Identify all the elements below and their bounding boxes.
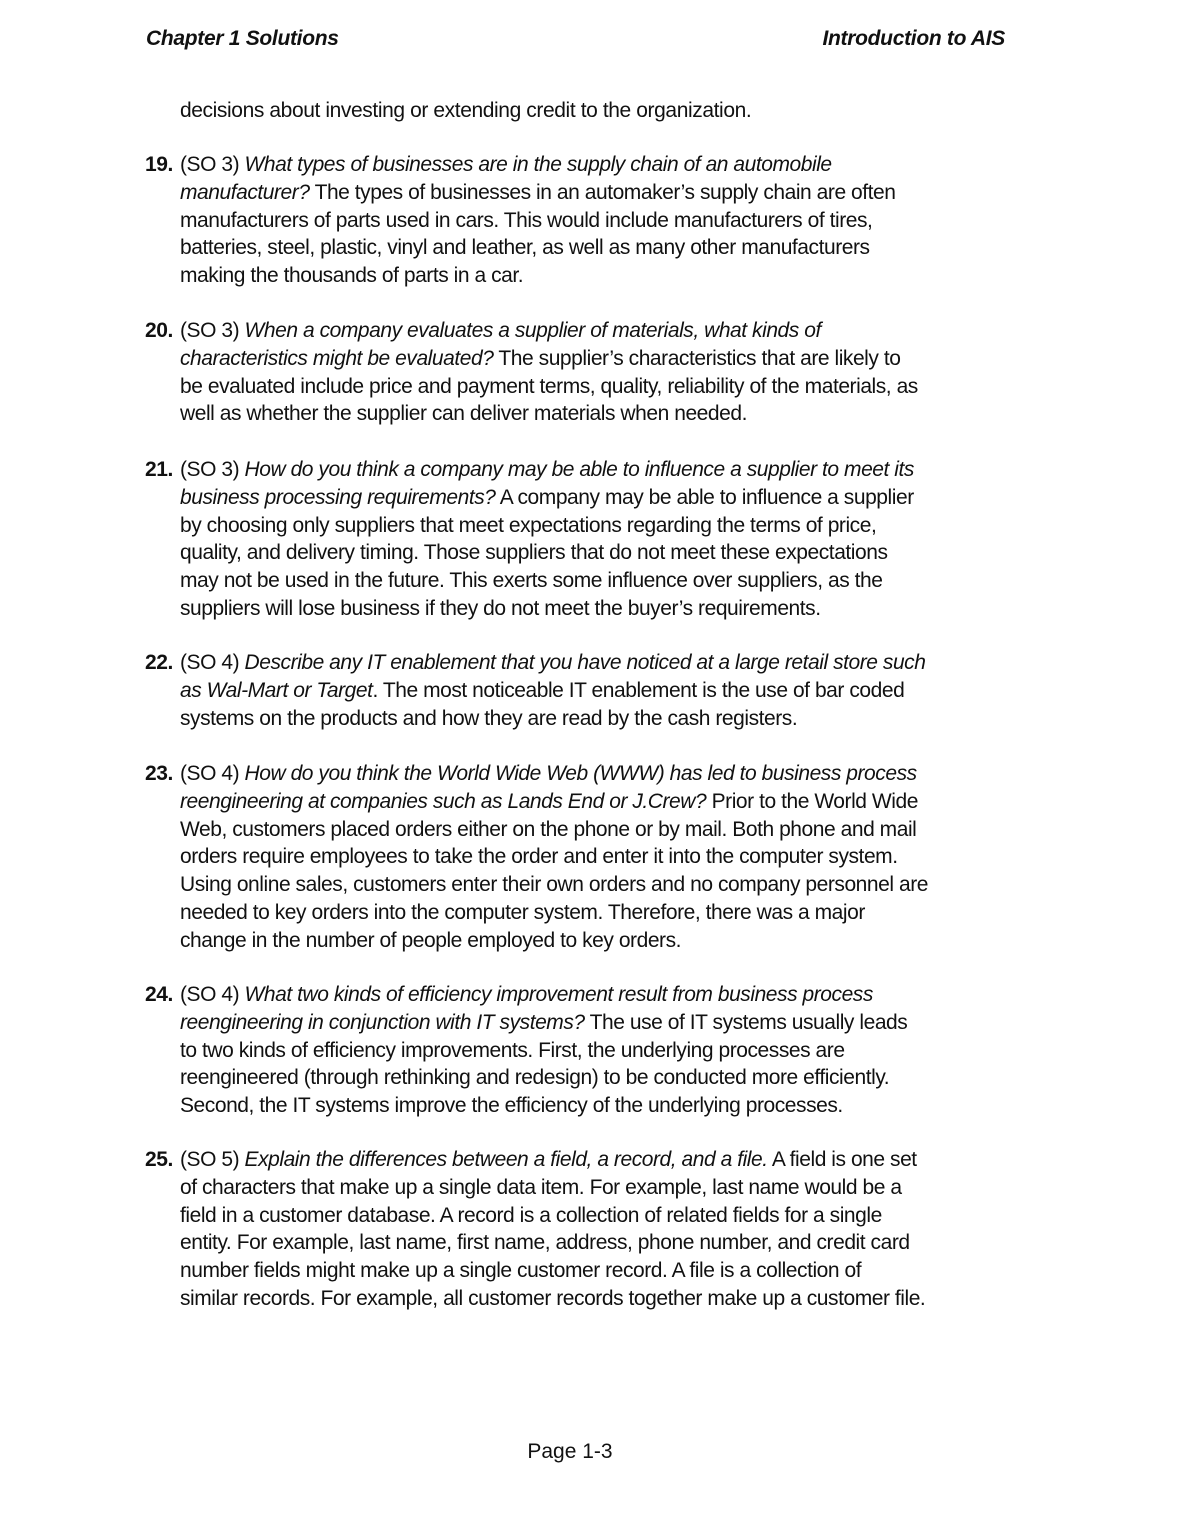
text-line	[180, 705, 1075, 733]
answer-text: Using online sales, customers enter their own orders and no company personnel are	[180, 873, 928, 897]
study-objective-tag: (SO 3)	[180, 153, 245, 176]
answer-text: number fields might make up a single customer record. A file is a collection of	[180, 1259, 862, 1283]
text-line	[180, 1285, 1075, 1313]
question-text: How do you think the World Wide Web (WWW) has led to business process	[244, 762, 917, 785]
answer-text: Second, the IT systems improve the efficiency of the underlying processes.	[180, 1094, 843, 1118]
text-line	[180, 1202, 1075, 1230]
question-item	[145, 981, 1075, 1120]
text-line	[180, 843, 1075, 871]
text-line	[180, 345, 1075, 373]
answer-text: The supplier’s characteristics that are likely to	[493, 346, 901, 370]
text-line	[180, 981, 1075, 1009]
text-line	[180, 1064, 1075, 1092]
question-text: What types of businesses are in the supply chain of an automobile	[244, 153, 832, 176]
question-text: When a company evaluates a supplier of materials, what kinds of	[244, 319, 821, 342]
text-line	[180, 373, 1075, 401]
answer-text: needed to key orders into the computer system. Therefore, there was a major	[180, 900, 865, 924]
answer-text: Prior to the World Wide	[706, 789, 918, 813]
text-line	[180, 512, 1075, 540]
text-line	[180, 317, 1075, 345]
question-number: 25.	[145, 1148, 173, 1171]
text-line	[180, 456, 1075, 484]
question-text: business processing requirements?	[180, 485, 496, 509]
answer-text: . The most noticeable IT enablement is the use of bar coded	[372, 678, 905, 702]
continuation-paragraph: decisions about investing or extending credit to the organization.	[180, 99, 752, 122]
question-item	[145, 760, 1075, 955]
question-item	[145, 456, 1075, 623]
page-number: Page 1-3	[527, 1440, 613, 1463]
text-line	[180, 595, 1075, 623]
running-header-title: Introduction to AIS	[822, 27, 1005, 50]
text-line	[180, 234, 1075, 262]
question-number: 24.	[145, 983, 173, 1006]
answer-text: reengineered (through rethinking and redesign) to be conducted more efficiently.	[180, 1066, 890, 1090]
answer-text: be evaluated include price and payment terms, quality, reliability of the materials, as	[180, 374, 918, 398]
answer-text: A company may be able to influence a supplier	[495, 485, 914, 509]
question-number: 22.	[145, 651, 173, 674]
question-text: What two kinds of efficiency improvement result from business process	[244, 983, 873, 1006]
question-number: 21.	[145, 458, 173, 481]
text-line	[180, 899, 1075, 927]
text-line	[180, 207, 1075, 235]
question-text: reengineering in conjunction with IT systems?	[180, 1010, 585, 1034]
answer-text: The types of businesses in an automaker’s supply chain are often	[309, 180, 896, 204]
question-item	[145, 151, 1075, 290]
running-header-chapter: Chapter 1 Solutions	[146, 27, 339, 50]
question-item	[145, 649, 1075, 732]
text-line	[180, 649, 1075, 677]
text-line	[180, 1257, 1075, 1285]
question-number: 20.	[145, 319, 173, 342]
text-line	[180, 816, 1075, 844]
text-line	[180, 567, 1075, 595]
answer-text: may not be used in the future. This exerts some influence over suppliers, as the	[180, 569, 883, 593]
text-line	[180, 484, 1075, 512]
question-text: How do you think a company may be able to influence a supplier to meet its	[244, 458, 914, 481]
answer-text: quality, and delivery timing. Those suppliers that do not meet these expectations	[180, 541, 888, 565]
answer-text: manufacturers of parts used in cars. This would include manufacturers of tires,	[180, 208, 873, 232]
text-line	[180, 1229, 1075, 1257]
answer-text: field in a customer database. A record is a collection of related fields for a single	[180, 1203, 882, 1227]
study-objective-tag: (SO 4)	[180, 762, 245, 785]
study-objective-tag: (SO 4)	[180, 651, 245, 674]
answer-text: similar records. For example, all customer records together make up a customer file.	[180, 1286, 926, 1310]
question-item	[145, 1146, 1075, 1313]
text-line	[180, 760, 1075, 788]
answer-text: A field is one set	[767, 1148, 917, 1171]
question-text: Explain the differences between a field, a record, and a file.	[244, 1148, 768, 1171]
study-objective-tag: (SO 4)	[180, 983, 245, 1006]
question-text: as Wal-Mart or Target	[180, 678, 373, 702]
question-item	[145, 317, 1075, 428]
text-line	[180, 1009, 1075, 1037]
answer-text: entity. For example, last name, first name, address, phone number, and credit card	[180, 1231, 910, 1255]
answer-text: by choosing only suppliers that meet expectations regarding the terms of price,	[180, 513, 877, 537]
answer-text: The use of IT systems usually leads	[584, 1010, 908, 1034]
answer-text: change in the number of people employed to key orders.	[180, 928, 682, 952]
text-line	[180, 788, 1075, 816]
text-line	[180, 1037, 1075, 1065]
text-line	[180, 677, 1075, 705]
text-line	[180, 151, 1075, 179]
text-line	[180, 927, 1075, 955]
text-line	[180, 1174, 1075, 1202]
text-line	[180, 871, 1075, 899]
question-text: reengineering at companies such as Lands End or J.Crew?	[180, 789, 707, 813]
answer-text: of characters that make up a single data item. For example, last name would be a	[180, 1175, 902, 1199]
text-line	[180, 1146, 1075, 1174]
question-number: 19.	[145, 153, 173, 176]
answer-text: systems on the products and how they are read by the cash registers.	[180, 706, 798, 730]
answer-text: orders require employees to take the order and enter it into the computer system.	[180, 845, 898, 869]
question-text: Describe any IT enablement that you have noticed at a large retail store such	[244, 651, 926, 674]
answer-text: to two kinds of efficiency improvements. First, the underlying processes are	[180, 1038, 845, 1062]
answer-text: suppliers will lose business if they do not meet the buyer’s requirements.	[180, 596, 821, 620]
text-line	[180, 539, 1075, 567]
answer-text: batteries, steel, plastic, vinyl and leather, as well as many other manufacturers	[180, 236, 870, 260]
text-line	[180, 400, 1075, 428]
answer-text: well as whether the supplier can deliver materials when needed.	[180, 402, 747, 426]
text-line	[180, 1092, 1075, 1120]
study-objective-tag: (SO 3)	[180, 458, 245, 481]
study-objective-tag: (SO 3)	[180, 319, 245, 342]
answer-text: Web, customers placed orders either on the phone or by mail. Both phone and mail	[180, 817, 917, 841]
study-objective-tag: (SO 5)	[180, 1148, 245, 1171]
question-text: manufacturer?	[180, 180, 310, 204]
answer-text: making the thousands of parts in a car.	[180, 264, 524, 288]
text-line	[180, 179, 1075, 207]
text-line	[180, 262, 1075, 290]
question-number: 23.	[145, 762, 173, 785]
question-text: characteristics might be evaluated?	[180, 346, 494, 370]
